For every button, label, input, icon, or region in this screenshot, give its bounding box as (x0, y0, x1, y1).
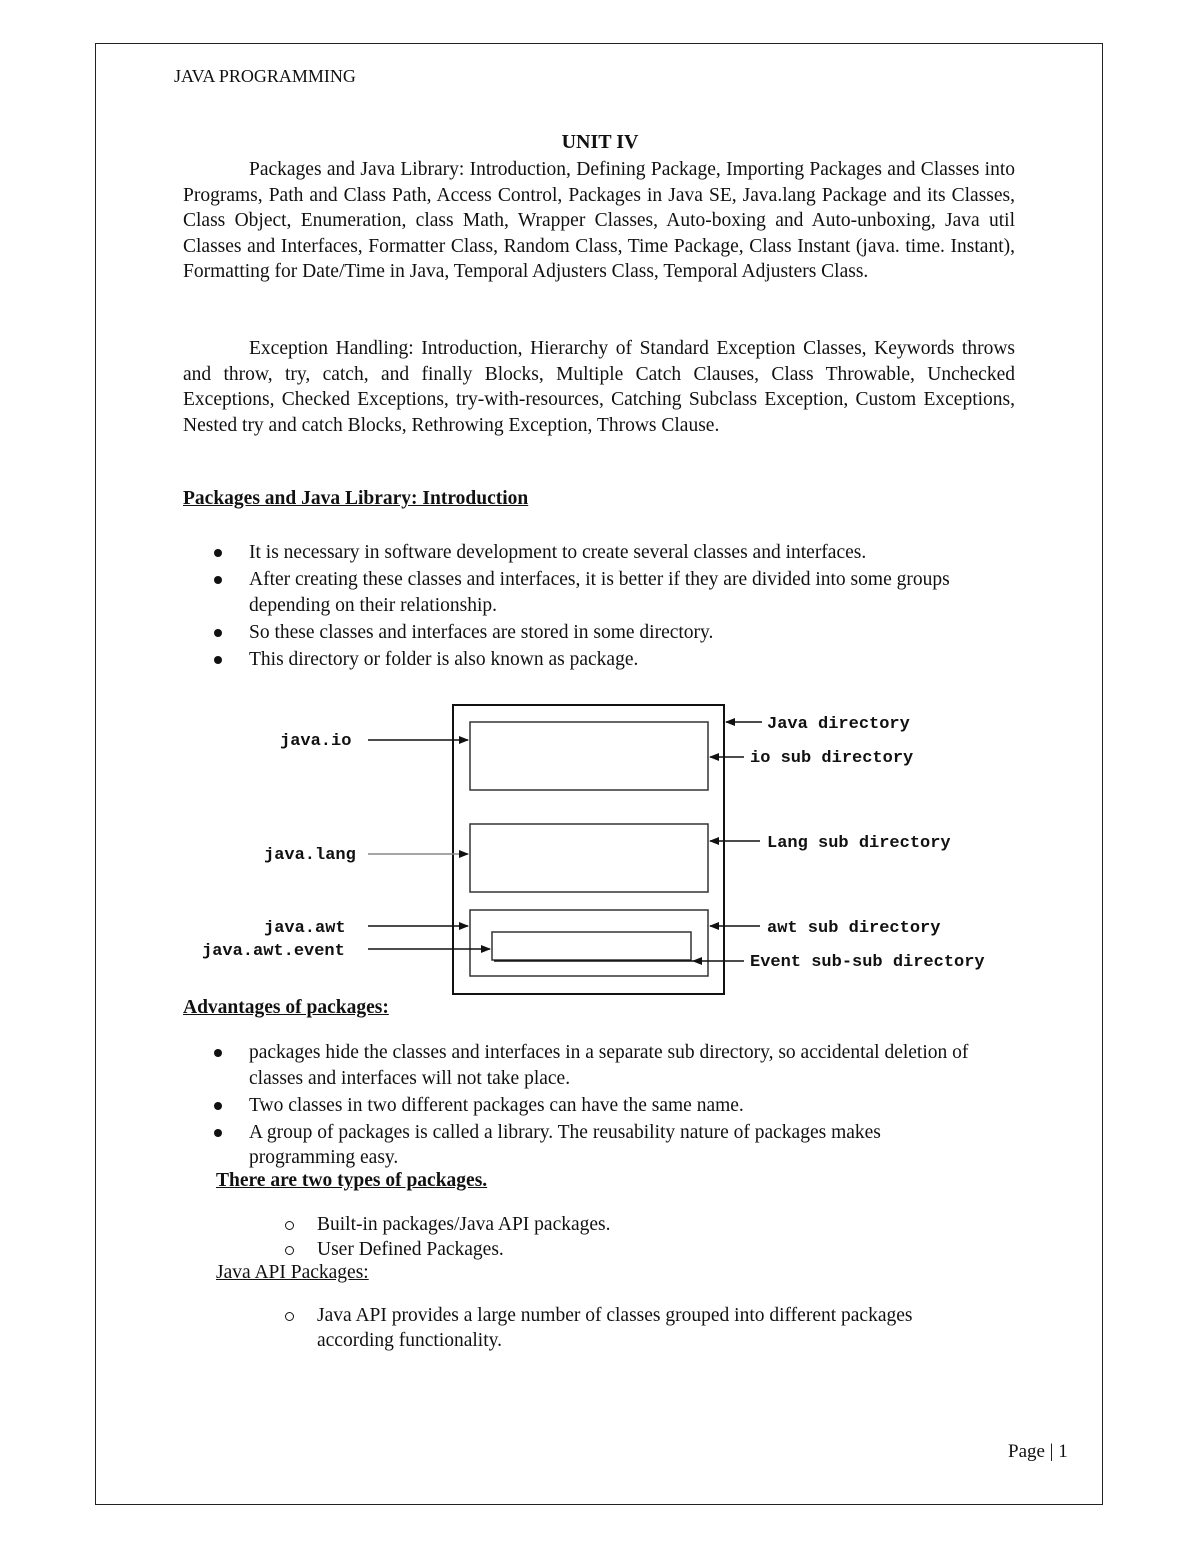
label-java-directory: Java directory (767, 715, 910, 734)
list-item: Built-in packages/Java API packages. (283, 1213, 983, 1238)
package-types-list (283, 1213, 983, 1262)
section-heading-types: There are two types of packages. (216, 1170, 488, 1191)
label-lang-sub-directory: Lang sub directory (767, 834, 951, 853)
label-event-sub-sub-directory: Event sub-sub directory (750, 953, 985, 972)
bullet-icon (214, 1049, 222, 1057)
bullet-icon (214, 576, 222, 584)
unit-title: UNIT IV (561, 131, 639, 153)
label-java-awt-event: java.awt.event (202, 942, 345, 961)
list-item: A group of packages is called a library. The reusability nature of packages makes programming easy. (183, 1120, 983, 1171)
lang-subdirectory-box (470, 824, 708, 892)
list-item: So these classes and interfaces are stored in some directory. (183, 620, 1003, 646)
list-item: After creating these classes and interfaces, it is better if they are divided into some groups depending on their relationship. (183, 567, 1003, 618)
running-header: JAVA PROGRAMMING (174, 66, 356, 86)
package-directory-diagram (0, 690, 1200, 1010)
java-api-list (283, 1304, 993, 1353)
intro-paragraph-exceptions: Exception Handling: Introduction, Hierarchy of Standard Exception Classes, Keywords throws and throw, try, catch, and finally Blocks, Multiple Catch Clauses, Class Throwable, Unchecked Exceptions, Checked Exceptions, try-with-resources, Catching Subclass Exception, Custom Exceptions, Nested try and catch Blocks, Rethrowing Exception, Throws Clause. (183, 338, 1015, 436)
label-awt-sub-directory: awt sub directory (767, 919, 941, 938)
bullet-icon (214, 1129, 222, 1137)
intro-bullet-list (183, 540, 1003, 674)
bullet-icon (214, 656, 222, 664)
advantages-bullet-list (183, 1040, 983, 1172)
bullet-icon (214, 629, 222, 637)
list-item: packages hide the classes and interfaces in a separate sub directory, so accidental deletion of classes and interfaces will not take place. (183, 1040, 983, 1091)
page-number: Page | 1 (1008, 1441, 1068, 1462)
label-java-awt: java.awt (264, 919, 346, 938)
list-item: It is necessary in software development to create several classes and interfaces. (183, 540, 1003, 566)
awt-subdirectory-box (470, 910, 708, 976)
section-heading-introduction: Packages and Java Library: Introduction (183, 488, 529, 509)
list-item: Two classes in two different packages can have the same name. (183, 1093, 983, 1119)
intro-paragraph-packages: Packages and Java Library: Introduction, Defining Package, Importing Packages and Classes into Programs, Path and Class Path, Access Control, Packages in Java SE, Java.lang Package and its Classes, Class Object, Enumeration, class Math, Wrapper Classes, Auto-boxing and Auto-unboxing, Java util Classes and Interfaces, Formatter Class, Random Class, Time Package, Class Instant (java. time. Instant), Formatting for Date/Time in Java, Temporal Adjusters Class, Temporal Adjusters Class. (183, 159, 1015, 283)
java-directory-box (453, 705, 724, 994)
circle-bullet-icon (285, 1312, 294, 1321)
circle-bullet-icon (285, 1221, 294, 1230)
list-item: Java API provides a large number of classes grouped into different packages according functionality. (283, 1304, 993, 1353)
circle-bullet-icon (285, 1246, 294, 1255)
bullet-icon (214, 1102, 222, 1110)
section-heading-advantages: Advantages of packages: (183, 997, 389, 1018)
bullet-icon (214, 549, 222, 557)
event-subsubdirectory-box (492, 932, 691, 960)
label-io-sub-directory: io sub directory (750, 749, 914, 768)
label-java-lang: java.lang (264, 846, 356, 865)
label-java-io: java.io (280, 732, 352, 751)
list-item: This directory or folder is also known as package. (183, 647, 1003, 673)
io-subdirectory-box (470, 722, 708, 790)
section-heading-java-api: Java API Packages: (216, 1262, 369, 1283)
list-item: User Defined Packages. (283, 1238, 983, 1263)
